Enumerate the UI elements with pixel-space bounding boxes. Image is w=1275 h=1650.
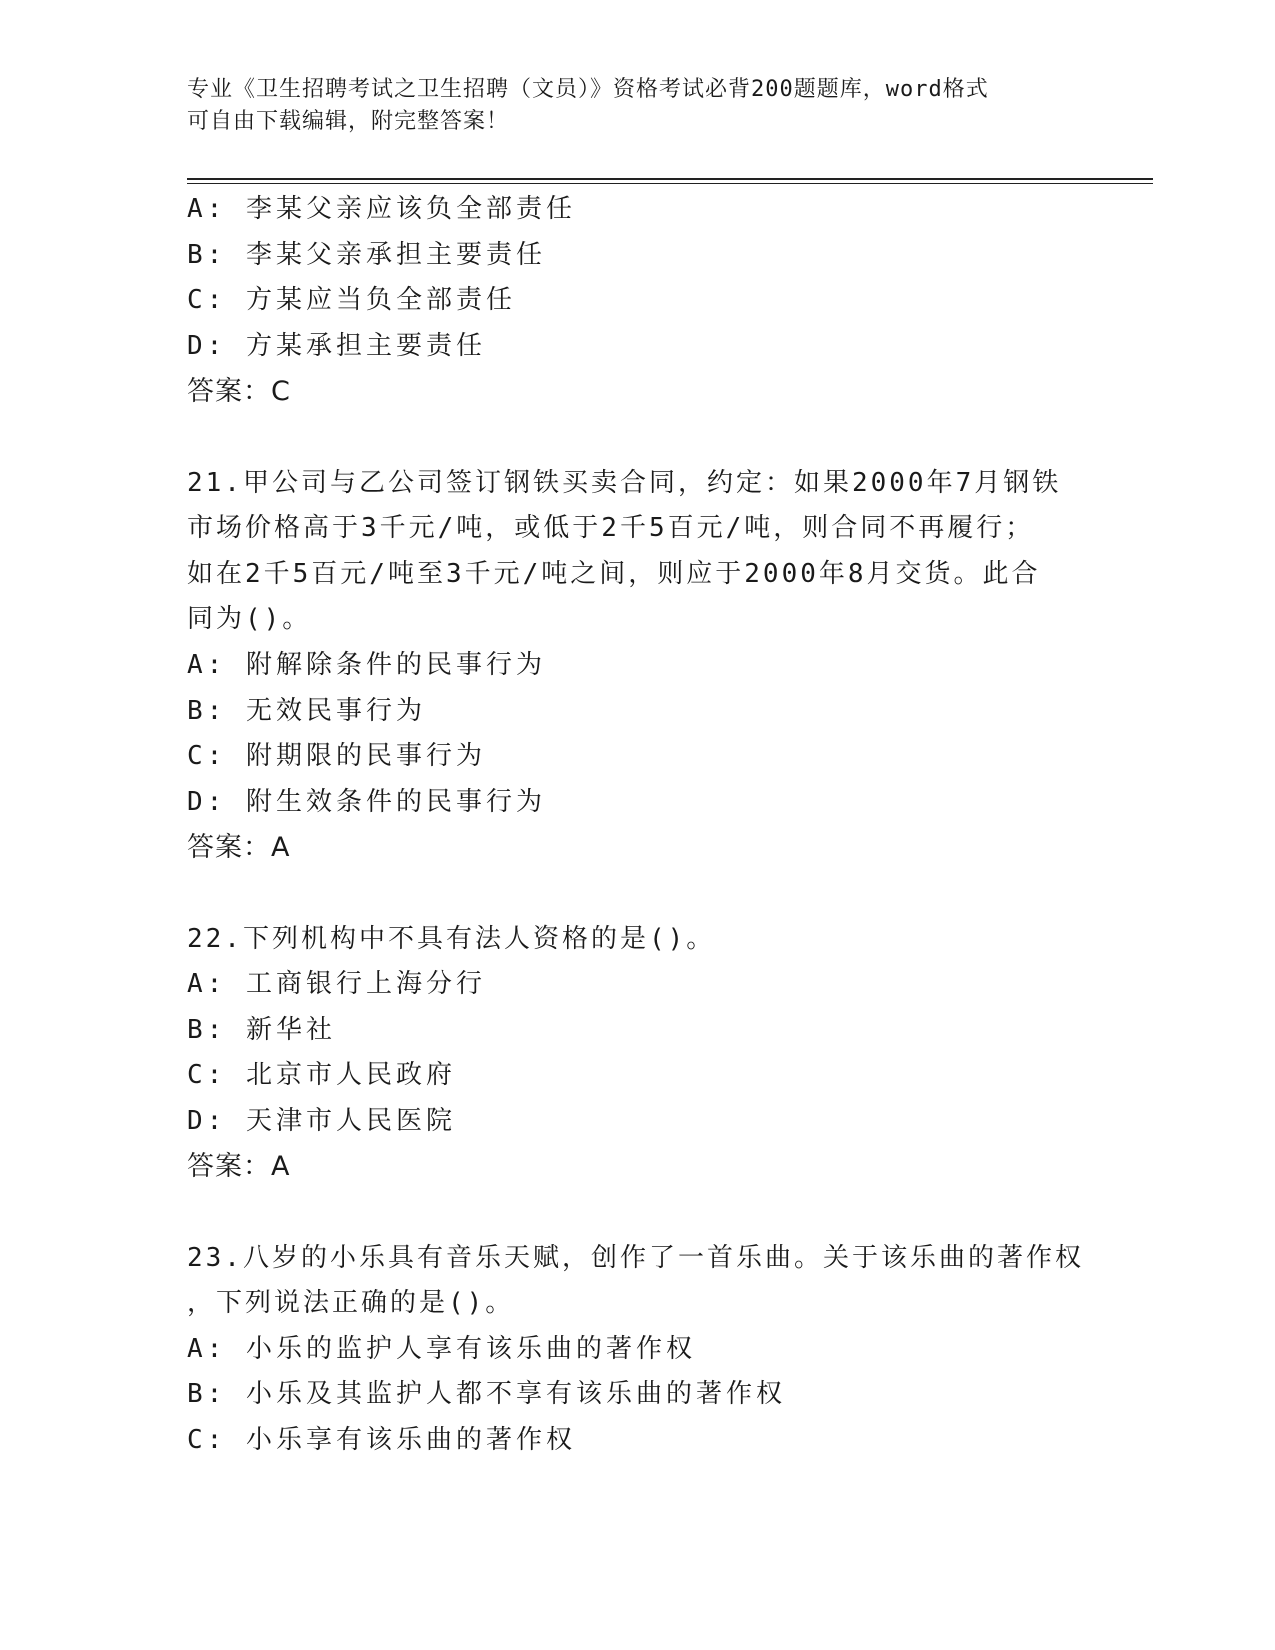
question-text-line: 市场价格高于3千元/吨，或低于2千5百元/吨，则合同不再履行； xyxy=(187,513,1035,544)
question-text-line: 22.下列机构中不具有法人资格的是()。 xyxy=(187,923,716,954)
option-a: A: 李某父亲应该负全部责任 xyxy=(187,194,576,224)
question-20 xyxy=(187,187,1087,415)
question-text-line: 21.甲公司与乙公司签订钢铁买卖合同，约定：如果2000年7月钢铁 xyxy=(187,467,1062,498)
question-text-line: 如在2千5百元/吨至3千元/吨之间，则应于2000年8月交货。此合 xyxy=(187,558,1041,589)
option-b: B: 李某父亲承担主要责任 xyxy=(187,239,546,270)
option-a: A: 工商银行上海分行 xyxy=(187,969,486,1000)
option-c: C: 小乐享有该乐曲的著作权 xyxy=(187,1425,576,1456)
question-text-line: 同为()。 xyxy=(187,604,312,635)
option-c: C: 方某应当负全部责任 xyxy=(187,285,516,316)
header-line-1: 专业《卫生招聘考试之卫生招聘（文员）》资格考试必背200题题库，word格式 xyxy=(187,77,989,102)
option-d: D: 方某承担主要责任 xyxy=(187,330,486,361)
option-b: B: 无效民事行为 xyxy=(187,695,426,726)
option-c: C: 北京市人民政府 xyxy=(187,1060,456,1091)
answer-line: 答案：A xyxy=(187,832,291,864)
option-a: A: 附解除条件的民事行为 xyxy=(187,649,546,680)
header-divider-thin xyxy=(187,183,1153,184)
option-b: B: 新华社 xyxy=(187,1014,336,1045)
option-d: D: 天津市人民医院 xyxy=(187,1105,456,1136)
question-23 xyxy=(187,1236,1087,1464)
header-divider-thick xyxy=(187,178,1153,180)
document-header xyxy=(187,74,1067,138)
question-21 xyxy=(187,461,1087,871)
question-text-line: ，下列说法正确的是()。 xyxy=(187,1288,515,1319)
option-a: A: 小乐的监护人享有该乐曲的著作权 xyxy=(187,1333,696,1364)
option-c: C: 附期限的民事行为 xyxy=(187,741,486,772)
question-list xyxy=(187,187,1087,1464)
question-text-line: 23.八岁的小乐具有音乐天赋，创作了一首乐曲。关于该乐曲的著作权 xyxy=(187,1242,1084,1273)
header-line-2: 可自由下载编辑，附完整答案！ xyxy=(187,109,510,134)
answer-line: 答案：A xyxy=(187,1151,291,1183)
option-b: B: 小乐及其监护人都不享有该乐曲的著作权 xyxy=(187,1379,786,1410)
question-22 xyxy=(187,917,1087,1191)
answer-line: 答案：C xyxy=(187,376,291,408)
option-d: D: 附生效条件的民事行为 xyxy=(187,786,546,817)
